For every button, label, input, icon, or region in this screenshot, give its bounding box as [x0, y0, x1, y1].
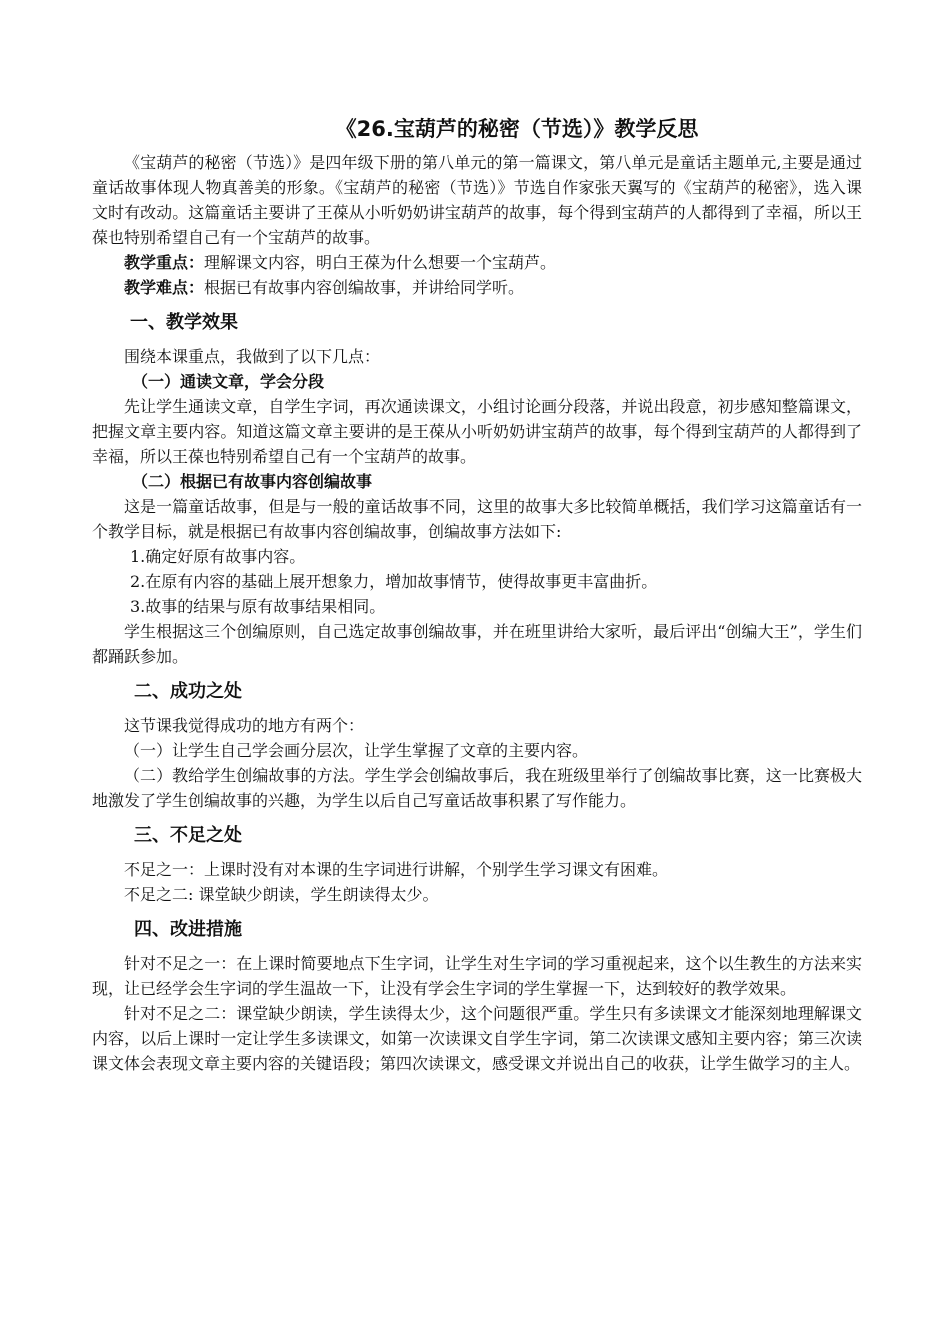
section1-heading: 一、教学效果: [130, 312, 238, 333]
section1-closing: 学生根据这三个创编原则，自己选定故事创编故事，并在班里讲给大家听，最后评出“创编大王”，学生们都踊跃参加。: [92, 622, 862, 666]
difficulty-point: [92, 275, 862, 300]
document-title: 《26.宝葫芦的秘密（节选）》教学反思: [335, 117, 699, 141]
section1-sub2-heading: （二）根据已有故事内容创编故事: [132, 472, 373, 491]
section1-sub2-text: 这是一篇童话故事，但是与一般的童话故事不同，这里的故事大多比较简单概括，我们学习这篇童话有一个教学目标，就是根据已有故事内容创编故事，创编故事方法如下:: [92, 497, 862, 541]
section3-p2: 不足之二: 课堂缺少朗读，学生朗读得太少。: [124, 885, 439, 904]
intro-paragraph: 《宝葫芦的秘密（节选）》是四年级下册的第八单元的第一篇课文，第八单元是童话主题单元,主要是通过童话故事体现人物真善美的形象。《宝葫芦的秘密（节选）》节选自作家张天翼写的《宝葫芦的秘密》，选入课文时有改动。这篇童话主要讲了王葆从小听奶奶讲宝葫芦的故事，每个得到宝葫芦的人都得到了幸福，所以王葆也特别希望自己有一个宝葫芦的故事。: [92, 153, 862, 247]
difficulty-text: 根据已有故事内容创编故事，并讲给同学听。: [204, 278, 525, 297]
section1-sub1-text: 先让学生通读文章，自学生字词，再次通读课文，小组讨论画分段落，并说出段意，初步感知整篇课文，把握文章主要内容。知道这篇文章主要讲的是王葆从小听奶奶讲宝葫芦的故事，每个得到宝葫芦的人都得到了幸福，所以王葆也特别希望自己有一个宝葫芦的故事。: [92, 397, 862, 466]
section4-p2: 针对不足之二：课堂缺少朗读，学生读得太少，这个问题很严重。学生只有多读课文才能深刻地理解课文内容，以后上课时一定让学生多读课文，如第一次读课文自学生字词，第二次读课文感知主要内容；第三次读课文体会表现文章主要内容的关键语段；第四次读课文，感受课文并说出自己的收获，让学生做学习的主人。: [92, 1004, 862, 1073]
section3-p1: 不足之一：上课时没有对本课的生字词进行讲解，个别学生学习课文有困难。: [124, 860, 669, 879]
section2-heading: 二、成功之处: [134, 681, 242, 702]
key-point-label: 教学重点：: [124, 253, 205, 272]
section2-p1: （一）让学生自己学会画分层次，让学生掌握了文章的主要内容。: [124, 741, 589, 760]
section1-sub1-heading: （一）通读文章，学会分段: [132, 372, 325, 391]
section3-heading: 三、不足之处: [134, 825, 242, 846]
difficulty-label: 教学难点：: [124, 278, 205, 297]
key-point: [92, 250, 862, 275]
section2-lead: 这节课我觉得成功的地方有两个：: [124, 716, 365, 735]
method-item-2: 2.在原有内容的基础上展开想象力，增加故事情节，使得故事更丰富曲折。: [130, 572, 658, 591]
section4-p1: 针对不足之一：在上课时简要地点下生字词，让学生对生字词的学习重视起来，这个以生教生的方法来实现，让已经学会生字词的学生温故一下，让没有学会生字词的学生掌握一下，达到较好的教学效果。: [92, 954, 862, 998]
method-item-3: 3.故事的结果与原有故事结果相同。: [130, 597, 386, 616]
document-page: [92, 112, 862, 1076]
method-item-1: 1.确定好原有故事内容。: [130, 547, 306, 566]
section1-lead: 围绕本课重点，我做到了以下几点：: [124, 347, 381, 366]
section4-heading: 四、改进措施: [134, 919, 242, 940]
key-point-text: 理解课文内容，明白王葆为什么想要一个宝葫芦。: [204, 253, 557, 272]
section2-p2: （二）教给学生创编故事的方法。学生学会创编故事后，我在班级里举行了创编故事比赛，这一比赛极大地激发了学生创编故事的兴趣，为学生以后自己写童话故事积累了写作能力。: [92, 766, 862, 810]
